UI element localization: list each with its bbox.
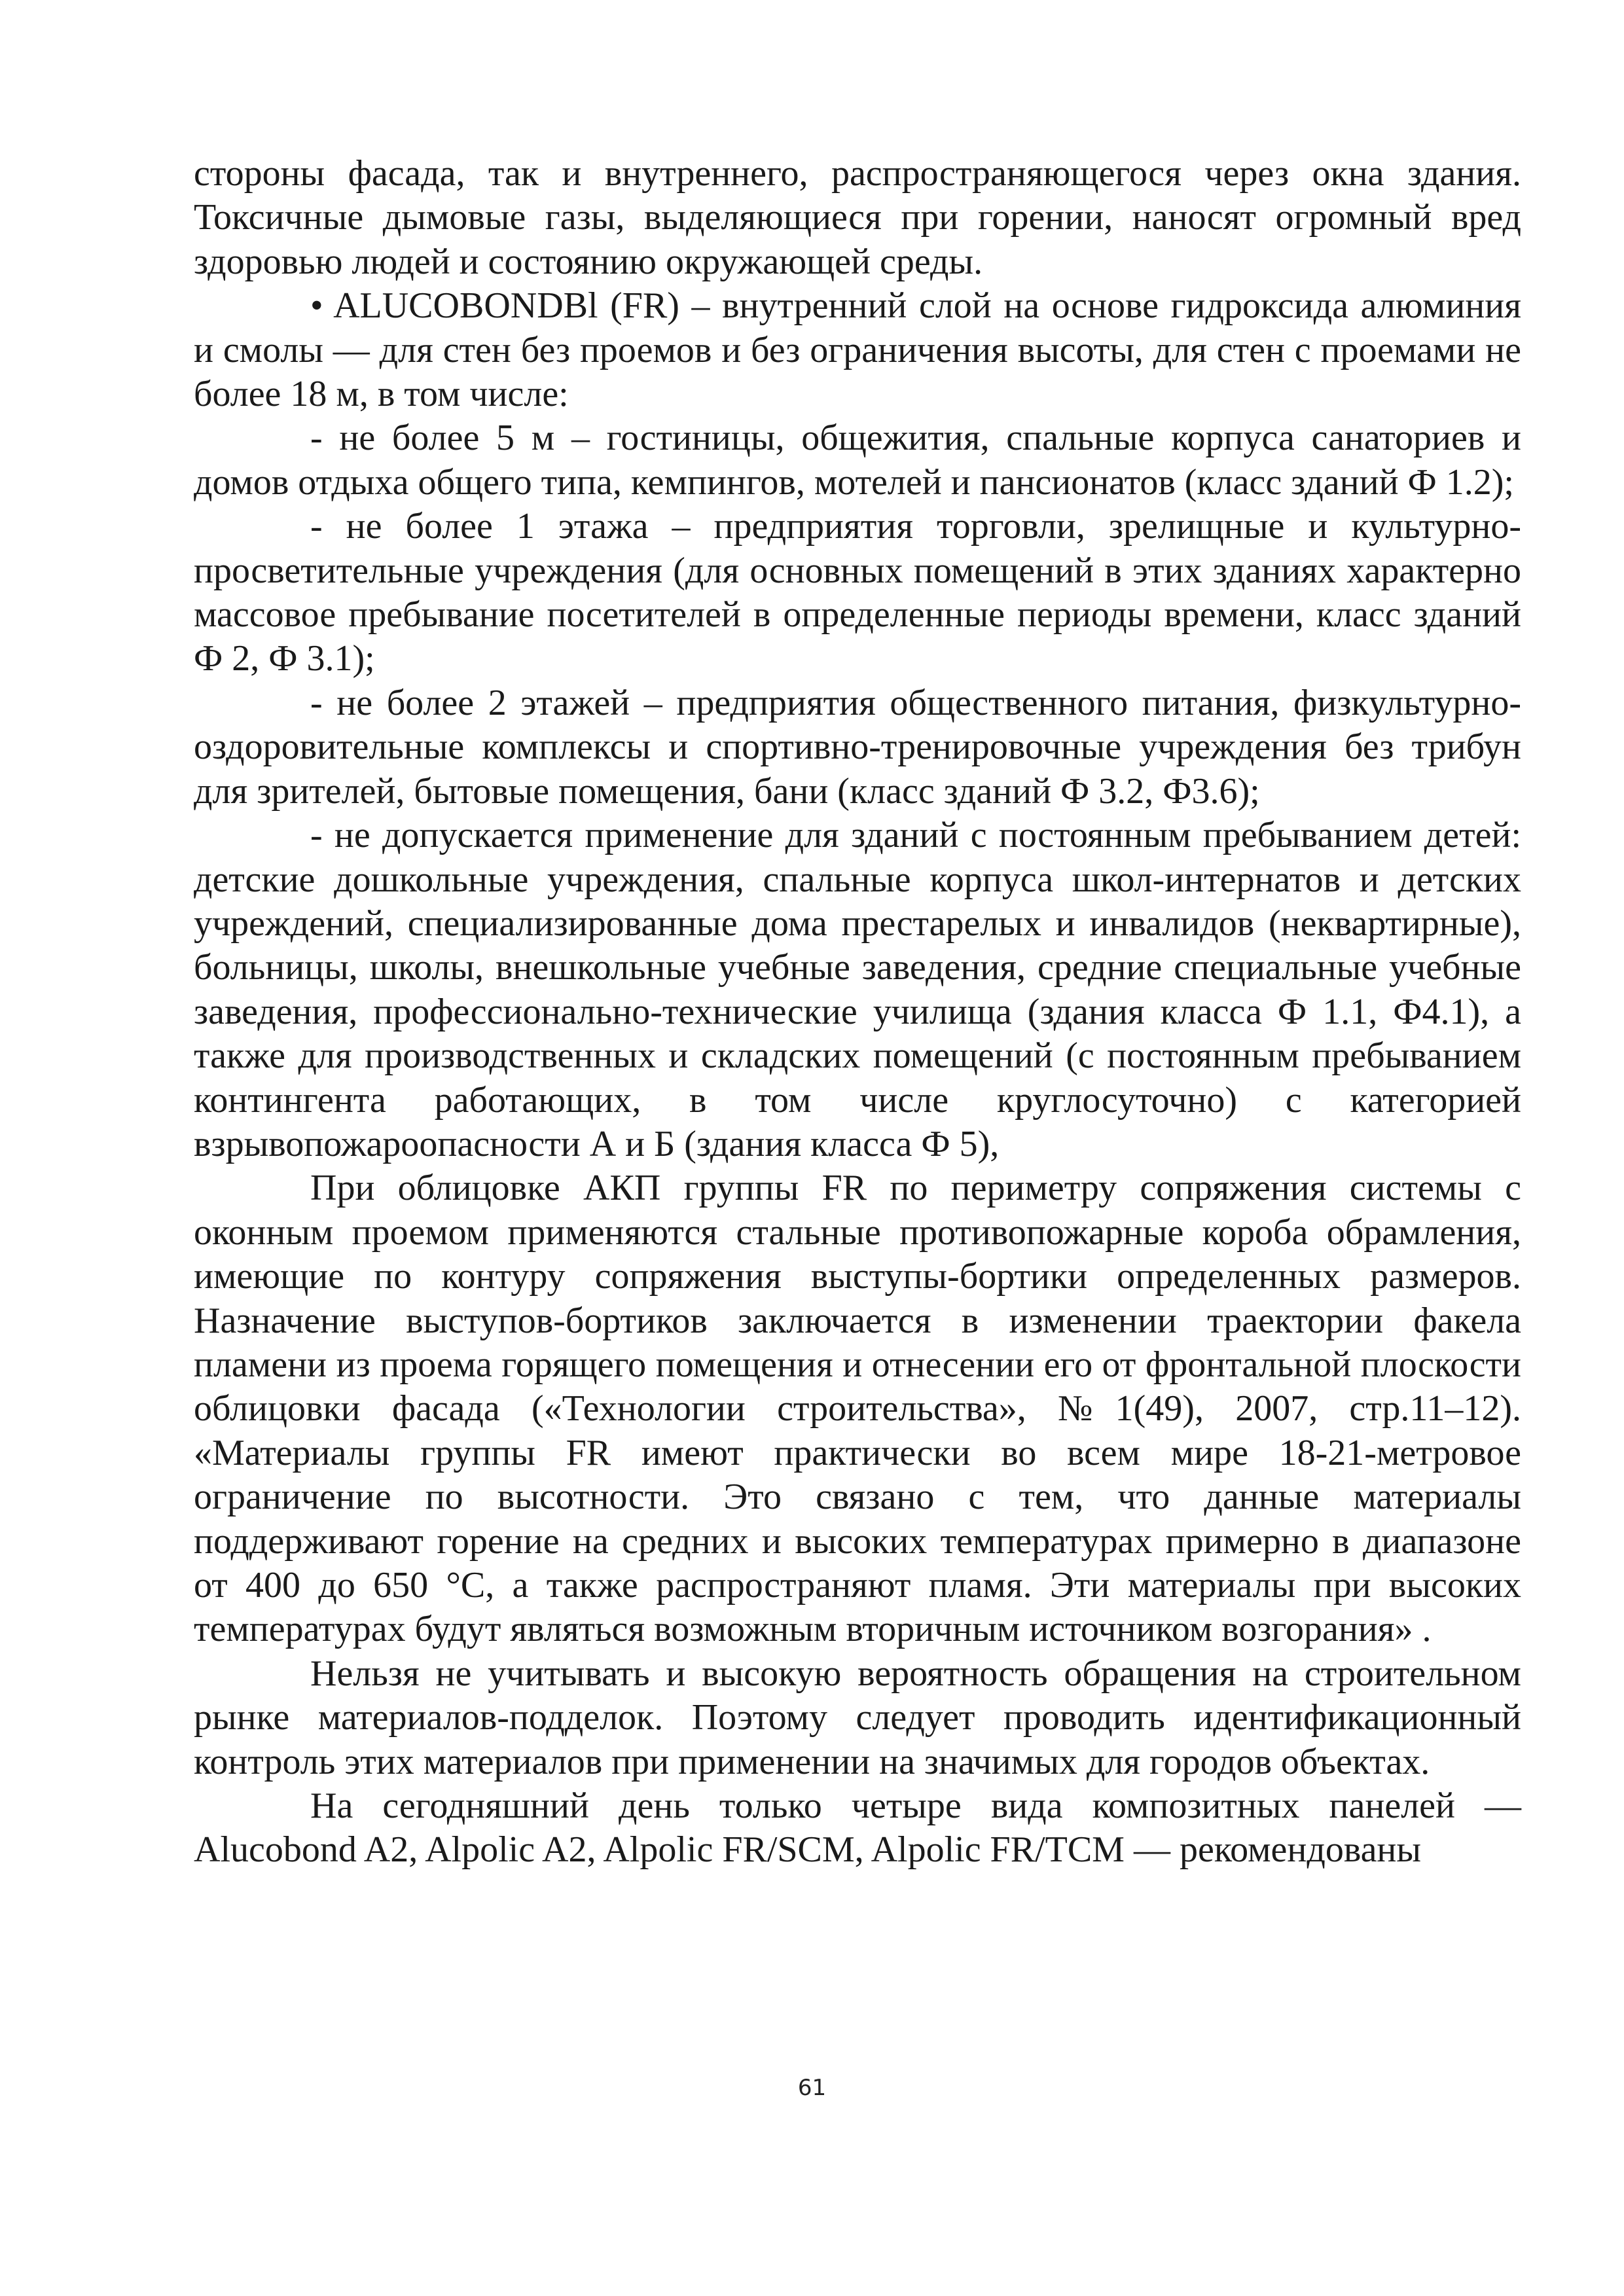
document-body (194, 152, 1521, 1873)
page-number: 61 (797, 2075, 827, 2101)
paragraph-continuation: стороны фасада, так и внутреннего, распространяющегося через окна здания. Токсичные дымовые газы, выделяющиеся при горении, наносят огромный вред здоровью людей и состоянию окружающей среды. (194, 153, 1521, 282)
paragraph-recommended-panels: На сегодняшний день только четыре вида композитных панелей — Alucobond A2, Alpolic A2, Alpolic FR/SCM, Alpolic FR/TCM — рекомендованы (194, 1785, 1521, 1871)
paragraph-not-allowed: - не допускается применение для зданий с постоянным пребыванием детей: детские дошкольные учреждения, спальные корпуса школ-интернатов и детских учреждений, специализированные дома престарелых и инвалидов (неквартирные), больницы, школы, внешкольные учебные заведения, средние специальные учебные заведения, профессионально-технические училища (здания класса Ф 1.1, Ф4.1), а также для производственных и складских помещений (с постоянным пребыванием контингента работающих, в том числе круглосуточно) с категорией взрывопожароопасности А и Б (здания класса Ф 5), (194, 815, 1521, 1164)
paragraph-limit-5m: - не более 5 м – гостиницы, общежития, спальные корпуса санаториев и домов отдыха общего типа, кемпингов, мотелей и пансионатов (класс зданий Ф 1.2); (194, 418, 1521, 503)
paragraph-limit-1-floor: - не более 1 этажа – предприятия торговли, зрелищные и культурно-просветительные учреждения (для основных помещений в этих зданиях характерно массовое пребывание посетителей в определенные периоды времени, класс зданий Ф 2, Ф 3.1); (194, 506, 1521, 679)
paragraph-limit-2-floors: - не более 2 этажей – предприятия общественного питания, физкультурно-оздоровительные комплексы и спортивно-тренировочные учреждения без трибун для зрителей, бытовые помещения, бани (класс зданий Ф 3.2, Ф3.6); (194, 682, 1521, 812)
paragraph-fr-cladding: При облицовке АКП группы FR по периметру сопряжения системы с оконным проемом применяются стальные противопожарные короба обрамления, имеющие по контуру сопряжения выступы-бортики определенных размеров. Назначение выступов-бортиков заключается в изменении траектории факела пламени из проема горящего помещения и отнесении его от фронтальной плоскости облицовки фасада («Технологии строительства», №1(49), 2007, стр.11–12). «Материалы группы FR имеют практически во всем мире 18-21-метровое ограничение по высотности. Это связано с тем, что данные материалы поддерживают горение на средних и высоких температурах примерно в диапазоне от 400 до 650 °С, а также распространяют пламя. Эти материалы при высоких температурах будут являться возможным вторичным источником возгорания» . (194, 1168, 1521, 1650)
paragraph-counterfeit: Нельзя не учитывать и высокую вероятность обращения на строительном рынке материалов-подделок. Поэтому следует проводить идентификационный контроль этих материалов при применении на значимых для городов объектах. (194, 1653, 1521, 1782)
paragraph-alucobond-fr: • ALUCOBONDBl (FR) – внутренний слой на основе гидроксида алюминия и смолы — для стен без проемов и без ограничения высоты, для стен с проемами не более 18 м, в том числе: (194, 285, 1521, 415)
